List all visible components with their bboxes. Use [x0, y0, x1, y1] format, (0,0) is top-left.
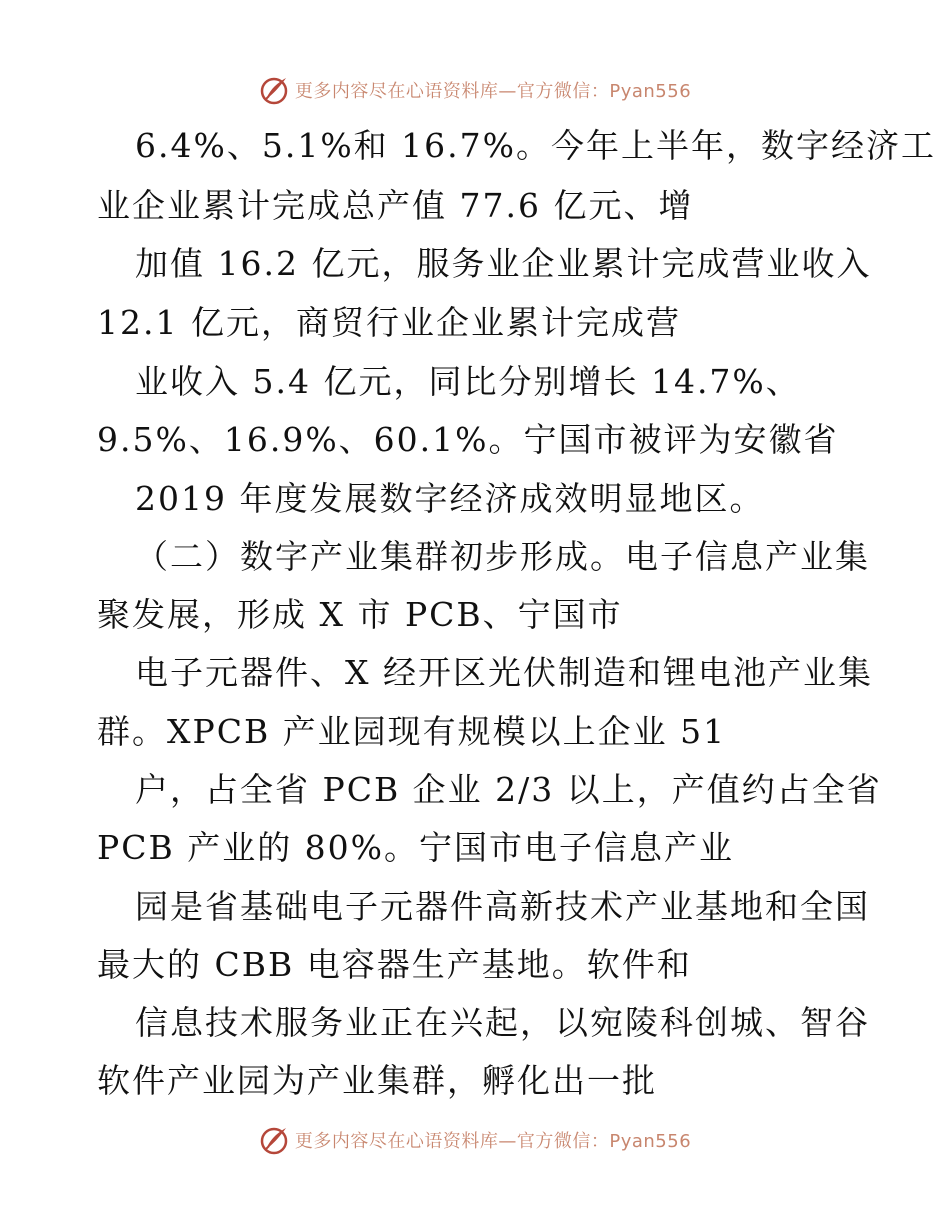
text-line: 最大的 CBB 电容器生产基地。软件和 [97, 945, 692, 984]
text-line: 加值 16.2 亿元，服务业企业累计完成营业收入 [135, 244, 872, 283]
text-line: 9.5%、16.9%、60.1%。宁国市被评为安徽省 [97, 420, 839, 459]
text-line: （二）数字产业集群初步形成。电子信息产业集 [135, 537, 870, 576]
text-line: 6.4%、5.1%和 16.7%。今年上半年，数字经济工 [135, 126, 936, 165]
text-line: 业企业累计完成总产值 77.6 亿元、增 [97, 186, 694, 225]
text-line: 12.1 亿元，商贸行业企业累计完成营 [97, 303, 681, 342]
text-line: 软件产业园为产业集群，孵化出一批 [97, 1061, 657, 1100]
text-line: 信息技术服务业正在兴起，以宛陵科创城、智谷 [135, 1003, 870, 1042]
watermark-text: 更多内容尽在心语资料库—官方微信：Pyan556 [294, 81, 692, 102]
quill-logo-icon [259, 1125, 289, 1155]
text-line: 园是省基础电子元器件高新技术产业基地和全国 [135, 887, 870, 926]
text-line: 群。XPCB 产业园现有规模以上企业 51 [97, 712, 727, 751]
quill-logo-icon [259, 75, 289, 105]
text-line: 2019 年度发展数字经济成效明显地区。 [135, 479, 765, 518]
text-line: 户，占全省 PCB 企业 2/3 以上，产值约占全省 [135, 770, 882, 809]
text-line: 电子元器件、X 经开区光伏制造和锂电池产业集 [135, 653, 873, 692]
watermark-text: 更多内容尽在心语资料库—官方微信：Pyan556 [294, 1131, 692, 1152]
footer-watermark [0, 1123, 950, 1157]
text-line: 聚发展，形成 X 市 PCB、宁国市 [97, 595, 623, 634]
text-line: PCB 产业的 80%。宁国市电子信息产业 [97, 828, 735, 867]
text-line: 业收入 5.4 亿元，同比分别增长 14.7%、 [135, 362, 801, 401]
header-watermark [0, 73, 950, 107]
